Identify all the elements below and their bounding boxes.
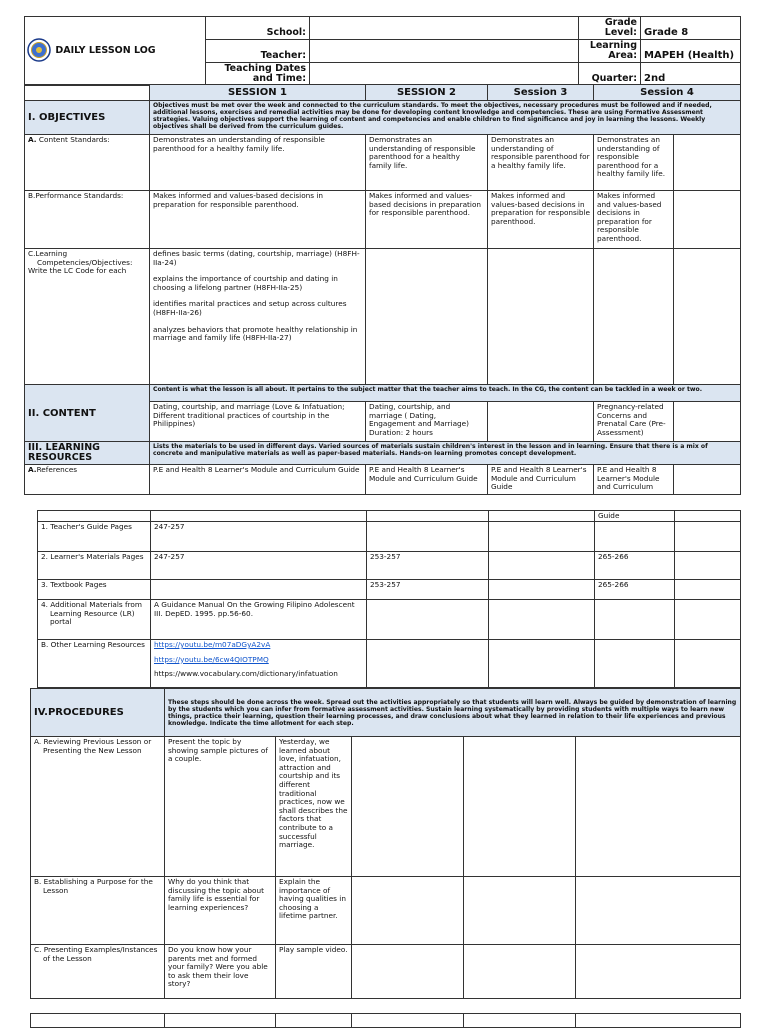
ol-s1 [151, 640, 367, 688]
content-s4: Pregnancy-related Concerns and Prenatal Care (Pre-Assessment) [594, 402, 674, 442]
content-title: II. CONTENT [25, 385, 150, 442]
content-s1: Dating, courtship, and marriage (Love & Infatuation; Different traditional practices of courtship in the Philippines) [150, 402, 366, 442]
tg-s1: 247-257 [151, 522, 367, 552]
session-3-header: Session 3 [488, 85, 594, 101]
ref-s4: P.E and Health 8 Learner's Module and Curriculum [594, 465, 674, 495]
header-table [24, 16, 741, 86]
grade-value: Grade 8 [641, 17, 741, 40]
proc-a-s1: Present the topic by showing sample pictures of a couple. [165, 737, 276, 877]
textbook-pages-label: 3. Textbook Pages [38, 580, 151, 600]
tb-s2: 253-257 [367, 580, 489, 600]
area-label: Learning Area: [579, 40, 641, 63]
learners-materials-label: 2. Learner's Materials Pages [38, 552, 151, 580]
performance-standards-label: B.Performance Standards: [25, 191, 150, 249]
proc-a-s2: Yesterday, we learned about love, infatuation, attraction and courtship and its different traditional practices, now we shall describes the factors that contribute to a successful marriage. [276, 737, 352, 877]
perf-s2: Makes informed and values-based decisions in preparation for responsible parenthood. [366, 191, 488, 249]
youtube-link-1[interactable]: https://youtu.be/m07aDGyA2vA [154, 640, 271, 649]
quarter-label: Quarter: [579, 63, 641, 86]
proc-b-s1: Why do you think that discussing the topic about family life is essential for learning experiences? [165, 877, 276, 945]
session-4-header: Session 4 [594, 85, 741, 101]
content-std-s2: Demonstrates an understanding of responsible parenthood for a healthy family life. [366, 135, 488, 191]
doc-title: DAILY LESSON LOG [55, 44, 156, 56]
lc-s1 [150, 249, 366, 385]
grade-label: Grade Level: [579, 17, 641, 40]
lm-s1: 247-257 [151, 552, 367, 580]
presenting-examples-label: C. Presenting Examples/Instances of the Lesson [31, 945, 165, 999]
resources-title: III. LEARNING RESOURCES [25, 442, 150, 465]
objectives-title: I. OBJECTIVES [25, 101, 150, 135]
proc-c-s1: Do you know how your parents met and formed your family? Were you able to ask them their love story? [165, 945, 276, 999]
objectives-table [24, 84, 741, 495]
ref-s1: P.E and Health 8 Learner's Module and Curriculum Guide [150, 465, 366, 495]
content-standards-label: A. Content Standards: [25, 135, 150, 191]
resources-table [37, 510, 741, 688]
additional-materials-label: 4. Additional Materials from Learning Resource (LR) portal [38, 600, 151, 640]
establishing-purpose-label: B. Establishing a Purpose for the Lesson [31, 877, 165, 945]
ref-s2: P.E and Health 8 Learner's Module and Curriculum Guide [366, 465, 488, 495]
lm-s2: 253-257 [367, 552, 489, 580]
procedures-table [30, 688, 741, 999]
content-note: Content is what the lesson is all about. It pertains to the subject matter that the teacher aims to teach. In the CG, the content can be tackled in a week or two. [150, 385, 741, 402]
reviewing-lesson-label: A. Reviewing Previous Lesson or Presenting the New Lesson [31, 737, 165, 877]
proc-c-s2: Play sample video. [276, 945, 352, 999]
lc-item: explains the importance of courtship and dating in choosing a lifelong partner (H8FH-IIa-25) [153, 274, 338, 292]
session-2-header: SESSION 2 [366, 85, 488, 101]
ref-s4-continued: Guide [595, 511, 675, 522]
lc-item: defines basic terms (dating, courtship, marriage) (H8FH-IIa-24) [153, 249, 360, 267]
content-std-s3: Demonstrates an understanding of responsible parenthood for a healthy family life. [488, 135, 594, 191]
procedures-note: These steps should be done across the week. Spread out the activities appropriately so that students will learn well. Always be guided by demonstration of learning by the students which you can infer from formative assessment activities. Sustain learning systematically by providing students with multiple ways to learn new things, practice their learning, question their learning processes, and draw conclusions about what they learned in relation to their life experiences and previous knowledge. Indicate the time allotment for each step. [165, 689, 741, 737]
ref-s3: P.E and Health 8 Learner's Module and Curriculum Guide [488, 465, 594, 495]
perf-s3: Makes informed and values-based decisions in preparation for responsible parenthood. [488, 191, 594, 249]
school-value [310, 17, 579, 40]
lm-s4: 265-266 [595, 552, 675, 580]
lc-item: identifies marital practices and setup across cultures (H8FH-IIa-26) [153, 299, 347, 317]
youtube-link-2[interactable]: https://youtu.be/6cw4QIOTPMQ [154, 654, 269, 664]
references-label: A.References [25, 465, 150, 495]
school-label: School: [206, 17, 310, 40]
procedures-title: IV.PROCEDURES [31, 689, 165, 737]
area-value: MAPEH (Health) [641, 40, 741, 63]
proc-b-s2: Explain the importance of having qualities in choosing a lifetime partner. [276, 877, 352, 945]
lc-item: analyzes behaviors that promote healthy relationship in marriage and family life (H8FH-IIa-27) [153, 324, 358, 343]
vocabulary-url: https://www.vocabulary.com/dictionary/infatuation [154, 669, 338, 679]
header-logo-cell [25, 17, 206, 86]
resources-note: Lists the materials to be used in different days. Varied sources of materials sustain children's interest in the lesson and in learning. Ensure that there is a mix of concrete and manipulative materials as well as paper-based materials. Hands-on learning promotes concept development. [150, 442, 741, 465]
dates-value [310, 63, 579, 86]
teacher-value [310, 40, 579, 63]
am-s1: A Guidance Manual On the Growing Filipino Adolescent III. DepED. 1995. pp.56-60. [151, 600, 367, 640]
dates-label: Teaching Dates and Time: [206, 63, 310, 86]
tb-s4: 265-266 [595, 580, 675, 600]
other-resources-label: B. Other Learning Resources [38, 640, 151, 688]
content-s2: Dating, courtship, and marriage ( Dating, Engagement and Marriage) Duration: 2 hours [366, 402, 488, 442]
deped-seal-icon [27, 38, 51, 65]
perf-s4: Makes informed and values-based decisions in preparation for responsible parenthood. [594, 191, 674, 249]
learning-competencies-label: C.Learning Competencies/Objectives: Write the LC Code for each [25, 249, 150, 385]
content-std-s4: Demonstrates an understanding of responsible parenthood for a healthy family life. [594, 135, 674, 191]
quarter-value: 2nd [641, 63, 741, 86]
teachers-guide-label: 1. Teacher's Guide Pages [38, 522, 151, 552]
content-std-s1: Demonstrates an understanding of responsible parenthood for a healthy family life. [150, 135, 366, 191]
content-s3 [488, 402, 594, 442]
session-1-header: SESSION 1 [150, 85, 366, 101]
objectives-note: Objectives must be met over the week and connected to the curriculum standards. To meet the objectives, necessary procedures must be followed and if needed, additional lessons, exercises and remedial activities may be done for developing content knowledge and competencies. These are using Formative Assessment strategies. Valuing objectives support the learning of content and competencies and enable children to find significance and joy in learning the lessons. Weekly objectives shall be derived from the curriculum guides. [150, 101, 741, 135]
teacher-label: Teacher: [206, 40, 310, 63]
next-page-table [30, 1013, 741, 1028]
perf-s1: Makes informed and values-based decisions in preparation for responsible parenthood. [150, 191, 366, 249]
